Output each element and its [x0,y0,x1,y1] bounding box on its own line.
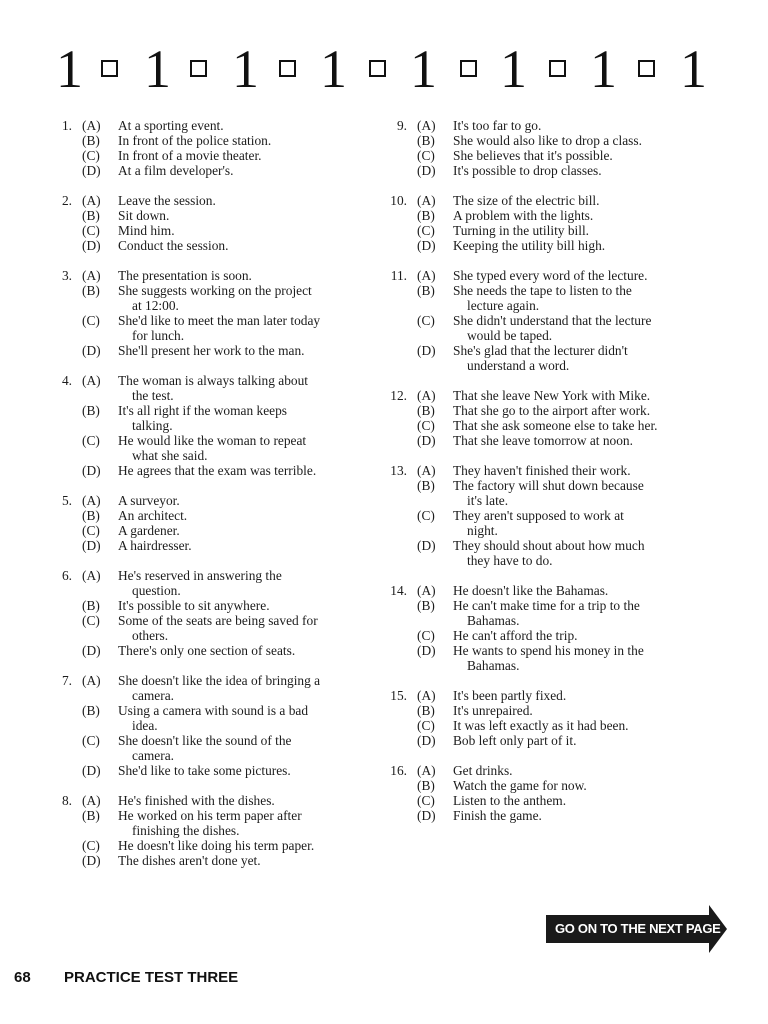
option-text: night. [467,523,498,538]
question-number: 8. [61,793,72,808]
question-number: 2. [61,193,72,208]
option-text: They aren't supposed to work at [453,508,624,523]
section-number: 1 [232,39,259,99]
option-letter: (D) [82,538,101,553]
option-text: She typed every word of the lecture. [453,268,648,283]
option-letter: (B) [82,598,100,613]
answer-option [50,808,380,838]
option-text: The factory will shut down because [453,478,644,493]
answer-option [50,148,380,163]
answer-option [50,523,380,538]
question-column-left [50,118,380,868]
answer-option [385,433,725,448]
question-number: 9. [396,118,407,133]
option-text: At a sporting event. [118,118,224,133]
option-text: Turning in the utility bill. [453,223,590,238]
answer-option [385,283,725,313]
option-text: Leave the session. [118,193,216,208]
option-text: others. [132,628,169,643]
option-text: A hairdresser. [118,538,192,553]
answer-option [50,493,380,508]
option-text: they have to do. [467,553,553,568]
question-number: 11. [390,268,407,283]
option-text: At a film developer's. [118,163,234,178]
answer-option [385,478,725,508]
option-text: She'd like to take some pictures. [118,763,291,778]
question-2 [50,193,380,253]
option-letter: (A) [82,373,101,388]
square-icon [638,60,655,77]
option-text: camera. [132,688,174,703]
answer-option [50,433,380,463]
option-text: She'd like to meet the man later today [118,313,321,328]
option-text: He doesn't like the Bahamas. [453,583,609,598]
question-number: 12. [390,388,407,403]
option-letter: (C) [417,718,435,733]
option-text: Listen to the anthem. [453,793,567,808]
answer-option [385,148,725,163]
option-letter: (A) [82,568,101,583]
answer-option [50,733,380,763]
option-letter: (D) [417,733,436,748]
option-letter: (D) [82,238,101,253]
question-6 [50,568,380,658]
option-letter: (C) [417,418,435,433]
answer-option [50,793,380,808]
option-letter: (C) [82,148,100,163]
answer-option [385,163,725,178]
option-text: She doesn't like the sound of the [118,733,292,748]
section-header [0,38,768,100]
option-text: She needs the tape to listen to the [453,283,632,298]
question-1 [50,118,380,178]
answer-option [385,403,725,418]
option-letter: (A) [82,193,101,208]
option-text: A problem with the lights. [453,208,594,223]
option-letter: (C) [82,223,100,238]
square-icon [279,60,296,77]
option-letter: (D) [417,163,436,178]
answer-option [50,403,380,433]
option-letter: (C) [417,148,435,163]
question-4 [50,373,380,478]
option-text: Conduct the session. [118,238,229,253]
option-letter: (C) [417,313,435,328]
option-text: They should shout about how much [453,538,645,553]
answer-option [50,223,380,238]
answer-option [385,313,725,343]
answer-option [50,643,380,658]
question-3 [50,268,380,358]
option-letter: (D) [417,433,436,448]
answer-option [385,583,725,598]
option-letter: (B) [82,133,100,148]
question-number: 6. [61,568,72,583]
section-number: 1 [56,39,83,99]
question-15 [385,688,725,748]
option-letter: (D) [417,238,436,253]
option-letter: (A) [82,673,101,688]
square-icon [101,60,118,77]
option-text: She believes that it's possible. [453,148,613,163]
option-text: Bob left only part of it. [453,733,577,748]
answer-option [50,313,380,343]
square-icon [369,60,386,77]
answer-option [50,373,380,403]
answer-option [385,268,725,283]
square-icon [460,60,477,77]
option-text: He wants to spend his money in the [453,643,644,658]
option-letter: (D) [417,343,436,358]
option-text: She doesn't like the idea of bringing a [118,673,321,688]
answer-option [385,463,725,478]
option-text: what she said. [132,448,208,463]
next-page-label: GO ON TO THE NEXT PAGE [555,921,721,936]
option-text: In front of a movie theater. [118,148,262,163]
answer-option [50,208,380,223]
option-text: talking. [132,418,173,433]
option-text: Watch the game for now. [453,778,587,793]
next-page-banner [546,905,727,953]
answer-option [385,598,725,628]
question-8 [50,793,380,868]
option-letter: (D) [417,808,436,823]
option-text: He can't make time for a trip to the [453,598,640,613]
answer-option [50,508,380,523]
answer-option [385,343,725,373]
answer-option [385,778,725,793]
question-10 [385,193,725,253]
option-text: for lunch. [132,328,185,343]
option-text: It's too far to go. [453,118,542,133]
footer-title: PRACTICE TEST THREE [64,969,239,986]
option-text: That she go to the airport after work. [453,403,651,418]
option-text: lecture again. [467,298,540,313]
answer-option [385,688,725,703]
option-text: He's finished with the dishes. [118,793,275,808]
question-9 [385,118,725,178]
option-text: She'll present her work to the man. [118,343,305,358]
option-text: camera. [132,748,174,763]
answer-option [50,598,380,613]
option-text: would be taped. [467,328,553,343]
option-text: the test. [132,388,174,403]
option-text: Mind him. [118,223,175,238]
answer-option [50,343,380,358]
option-text: idea. [132,718,158,733]
option-text: He worked on his term paper after [118,808,302,823]
answer-option [50,193,380,208]
answer-option [50,853,380,868]
option-text: It's been partly fixed. [453,688,567,703]
answer-option [50,463,380,478]
answer-option [50,613,380,643]
answer-option [385,133,725,148]
option-letter: (B) [417,703,435,718]
question-number: 5. [61,493,72,508]
answer-option [50,568,380,598]
section-number: 1 [500,39,527,99]
option-letter: (B) [82,508,100,523]
question-number: 16. [390,763,407,778]
question-number: 15. [390,688,407,703]
option-letter: (C) [82,313,100,328]
option-letter: (A) [82,793,101,808]
answer-option [385,628,725,643]
option-text: finishing the dishes. [132,823,240,838]
question-number: 3. [61,268,72,283]
option-text: The woman is always talking about [118,373,309,388]
answer-option [385,208,725,223]
option-text: That she leave tomorrow at noon. [453,433,633,448]
answer-option [50,763,380,778]
option-letter: (B) [82,208,100,223]
option-text: A surveyor. [118,493,180,508]
option-letter: (C) [417,223,435,238]
answer-option [50,268,380,283]
option-text: He's reserved in answering the [118,568,282,583]
option-text: understand a word. [467,358,570,373]
answer-option [50,283,380,313]
option-letter: (B) [417,283,435,298]
option-text: It's possible to sit anywhere. [118,598,270,613]
square-icon [549,60,566,77]
option-text: Bahamas. [467,658,520,673]
option-text: A gardener. [118,523,180,538]
question-number: 7. [61,673,72,688]
option-text: There's only one section of seats. [118,643,296,658]
option-text: In front of the police station. [118,133,272,148]
option-text: She suggests working on the project [118,283,312,298]
option-text: She's glad that the lecturer didn't [453,343,628,358]
answer-option [385,508,725,538]
option-letter: (A) [417,193,436,208]
option-text: Some of the seats are being saved for [118,613,318,628]
option-letter: (C) [82,523,100,538]
option-text: She would also like to drop a class. [453,133,642,148]
question-number: 13. [390,463,407,478]
answer-option [50,133,380,148]
section-number: 1 [590,39,617,99]
option-letter: (A) [417,118,436,133]
option-text: She didn't understand that the lecture [453,313,652,328]
question-14 [385,583,725,673]
answer-option [50,703,380,733]
option-letter: (A) [417,763,436,778]
answer-option [50,163,380,178]
option-letter: (B) [417,778,435,793]
option-letter: (B) [417,403,435,418]
option-letter: (A) [82,268,101,283]
answer-option [385,763,725,778]
answer-option [385,718,725,733]
option-text: it's late. [467,493,509,508]
option-letter: (A) [82,493,101,508]
option-text: question. [132,583,181,598]
question-5 [50,493,380,553]
option-letter: (A) [417,268,436,283]
answer-option [385,418,725,433]
option-letter: (A) [417,688,436,703]
question-number: 10. [390,193,407,208]
answer-option [50,538,380,553]
option-letter: (A) [417,463,436,478]
option-letter: (C) [82,733,100,748]
option-letter: (C) [417,628,435,643]
option-text: An architect. [118,508,188,523]
option-letter: (D) [82,763,101,778]
option-letter: (D) [82,163,101,178]
question-7 [50,673,380,778]
option-letter: (D) [417,643,436,658]
option-letter: (C) [82,433,100,448]
option-text: Using a camera with sound is a bad [118,703,309,718]
option-text: It's possible to drop classes. [453,163,602,178]
question-number: 1. [61,118,72,133]
option-text: They haven't finished their work. [453,463,631,478]
question-number: 4. [61,373,72,388]
option-letter: (A) [82,118,101,133]
answer-option [385,538,725,568]
option-text: The presentation is soon. [118,268,252,283]
question-11 [385,268,725,373]
question-number: 14. [390,583,407,598]
section-number: 1 [680,39,707,99]
answer-option [50,838,380,853]
option-letter: (D) [417,538,436,553]
question-13 [385,463,725,568]
option-letter: (A) [417,583,436,598]
option-letter: (C) [417,508,435,523]
option-text: It was left exactly as it had been. [453,718,629,733]
option-text: He can't afford the trip. [453,628,578,643]
answer-option [385,793,725,808]
option-letter: (D) [82,343,101,358]
option-letter: (C) [417,793,435,808]
option-text: He agrees that the exam was terrible. [118,463,317,478]
option-letter: (B) [417,478,435,493]
answer-option [385,808,725,823]
answer-option [385,223,725,238]
answer-option [385,388,725,403]
answer-option [385,118,725,133]
option-text: Sit down. [118,208,170,223]
option-text: The size of the electric bill. [453,193,600,208]
option-letter: (C) [82,838,100,853]
option-letter: (C) [82,613,100,628]
option-letter: (D) [82,853,101,868]
option-text: Bahamas. [467,613,520,628]
section-number: 1 [144,39,171,99]
answer-option [385,193,725,208]
option-letter: (B) [82,403,100,418]
answer-option [50,118,380,133]
question-12 [385,388,725,448]
section-number: 1 [320,39,347,99]
option-text: That she ask someone else to take her. [453,418,658,433]
answer-option [50,238,380,253]
answer-option [50,673,380,703]
option-text: He doesn't like doing his term paper. [118,838,315,853]
option-text: Get drinks. [453,763,513,778]
option-letter: (B) [82,703,100,718]
option-letter: (B) [82,808,100,823]
option-text: Finish the game. [453,808,542,823]
answer-option [385,733,725,748]
option-text: Keeping the utility bill high. [453,238,606,253]
question-column-right [385,118,725,823]
option-letter: (B) [417,133,435,148]
option-text: That she leave New York with Mike. [453,388,651,403]
answer-option [385,643,725,673]
question-16 [385,763,725,823]
option-text: It's unrepaired. [453,703,533,718]
option-letter: (D) [82,463,101,478]
section-number: 1 [410,39,437,99]
option-letter: (B) [417,598,435,613]
option-letter: (B) [417,208,435,223]
option-text: It's all right if the woman keeps [118,403,288,418]
answer-option [385,238,725,253]
option-text: He would like the woman to repeat [118,433,307,448]
answer-option [385,703,725,718]
option-letter: (B) [82,283,100,298]
square-icon [190,60,207,77]
option-text: at 12:00. [132,298,179,313]
option-letter: (D) [82,643,101,658]
page-number: 68 [14,969,31,986]
option-letter: (A) [417,388,436,403]
option-text: The dishes aren't done yet. [118,853,261,868]
